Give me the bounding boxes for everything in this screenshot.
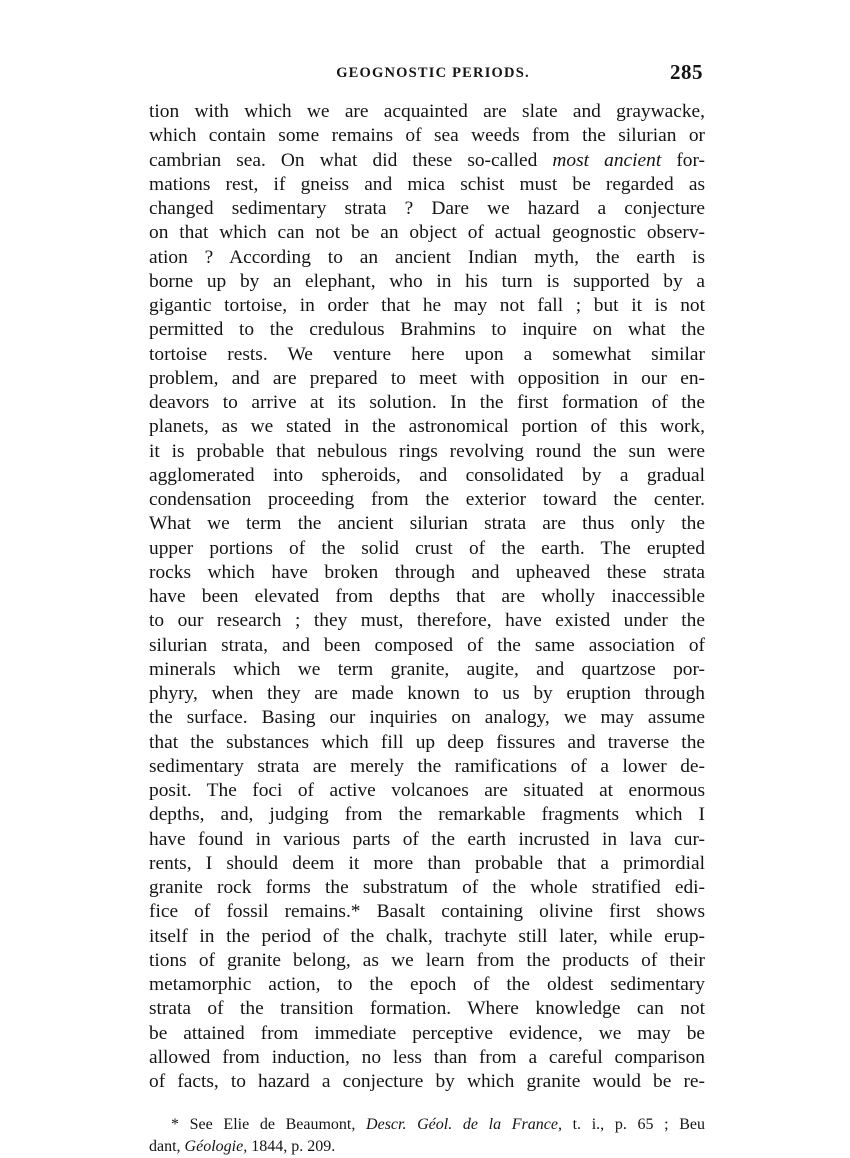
text-line: granite rock forms the substratum of the whole stratified edi- <box>149 877 705 898</box>
text-line: tion with which we are acquainted are slate and graywacke, <box>149 101 705 122</box>
text-line: have found in various parts of the earth incrusted in lava cur- <box>149 828 705 850</box>
text-line: tions of granite belong, as we learn from the products of their <box>149 949 705 971</box>
text-line: borne up by an elephant, who in his turn is supported by a <box>149 270 705 292</box>
footnote-text: dant, <box>149 1138 185 1156</box>
footnote-italic-text: Descr. Géol. de la France, <box>366 1116 562 1134</box>
text-line: permitted to the credulous Brahmins to inquire on what the <box>149 319 705 341</box>
page-number: 285 <box>670 60 703 84</box>
text-line: upper portions of the solid crust of the earth. The erupted <box>149 537 705 559</box>
book-page <box>149 62 705 1158</box>
footnote-text: 1844, p. 209. <box>247 1138 336 1156</box>
text-line: mations rest, if gneiss and mica schist must be regarded as <box>149 173 705 195</box>
body-paragraph <box>149 100 705 1094</box>
text-line: rents, I should deem it more than probable that a primordial <box>149 852 705 874</box>
text-line: phyry, when they are made known to us by eruption through <box>149 683 705 704</box>
text-line: of facts, to hazard a conjecture by which granite would be re- <box>149 1071 705 1092</box>
text-line: that the substances which fill up deep fissures and traverse the <box>149 731 705 753</box>
footnote-italic-text: Géologie, <box>184 1138 248 1156</box>
text-line: to our research ; they must, therefore, have existed under the <box>149 610 705 632</box>
text-line: which contain some remains of sea weeds from the silurian or <box>149 125 705 147</box>
text-line: sedimentary strata are merely the ramifications of a lower de- <box>149 755 705 777</box>
text-line: itself in the period of the chalk, trachyte still later, while erup- <box>149 925 705 947</box>
text-line: have been elevated from depths that are wholly inaccessible <box>149 586 705 607</box>
text-line: it is probable that nebulous rings revolving round the sun were <box>149 440 705 462</box>
running-head <box>149 62 705 92</box>
text-line: problem, and are prepared to meet with opposition in our en- <box>149 367 705 389</box>
text-line: deavors to arrive at its solution. In the first formation of the <box>149 392 705 413</box>
text-line: silurian strata, and been composed of the same association of <box>149 634 705 656</box>
text-line: the surface. Basing our inquiries on analogy, we may assume <box>149 707 705 729</box>
text-line: ation ? According to an ancient Indian myth, the earth is <box>149 246 705 268</box>
footnote-text: t. i., p. 65 ; Beu <box>561 1116 706 1134</box>
text-line: minerals which we term granite, augite, and quartzose por- <box>149 658 705 680</box>
footnote-line <box>149 1136 705 1158</box>
running-title: GEOGNOSTIC PERIODS. <box>336 65 530 81</box>
text-line: allowed from induction, no less than from a careful comparison <box>149 1046 705 1068</box>
text-line: strata of the transition formation. Where knowledge can not <box>149 998 705 1020</box>
text-line: condensation proceeding from the exterior toward the center. <box>149 489 705 510</box>
text-line: posit. The foci of active volcanoes are situated at enormous <box>149 780 705 801</box>
text-line: gigantic tortoise, in order that he may not fall ; but it is not <box>149 295 705 316</box>
text-line: agglomerated into spheroids, and consolidated by a gradual <box>149 464 705 486</box>
footnote-text: * See Elie de Beaumont, <box>171 1116 367 1134</box>
text-line: What we term the ancient silurian strata are thus only the <box>149 513 705 535</box>
text-line: depths, and, judging from the remarkable fragments which I <box>149 804 705 826</box>
text-line: be attained from immediate perceptive evidence, we may be <box>149 1022 705 1044</box>
text-line: metamorphic action, to the epoch of the oldest sedimentary <box>149 974 705 995</box>
footnote-line <box>149 1114 705 1136</box>
text-line: planets, as we stated in the astronomical portion of this work, <box>149 416 705 438</box>
text-line: on that which can not be an object of actual geognostic observ- <box>149 222 705 244</box>
text-line: rocks which have broken through and upheaved these strata <box>149 561 705 583</box>
text-line: cambrian sea. On what did these so-called most ancient for- <box>149 149 705 171</box>
text-line: fice of fossil remains.* Basalt containing olivine first shows <box>149 901 705 923</box>
text-line: changed sedimentary strata ? Dare we hazard a conjecture <box>149 198 705 219</box>
text-line: tortoise rests. We venture here upon a somewhat similar <box>149 343 705 365</box>
footnote <box>149 1114 705 1158</box>
